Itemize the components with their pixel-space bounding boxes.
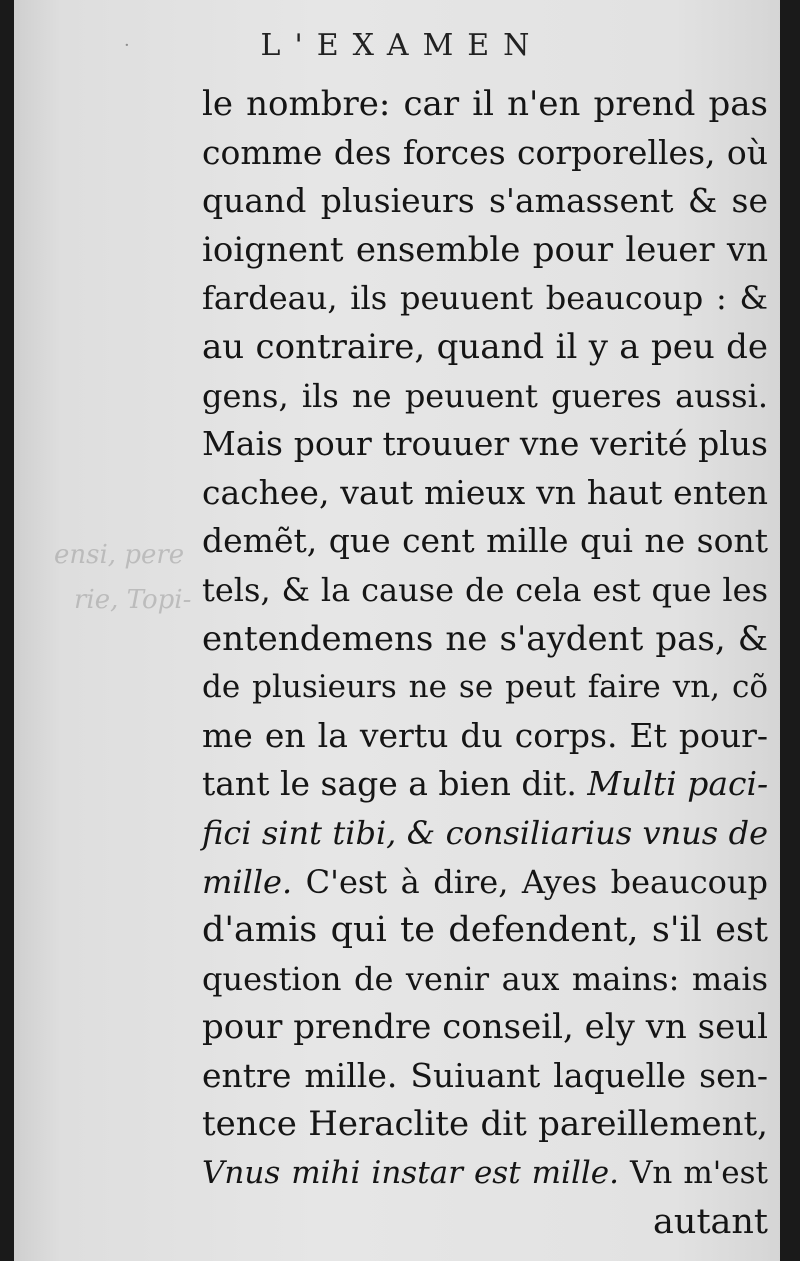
text-line: [202, 517, 768, 566]
text-line: [202, 1149, 768, 1198]
text-segment: quand plusieurs s'amassent & se: [202, 181, 768, 221]
text-segment: Mais pour trouuer vne verité plus: [202, 424, 768, 464]
text-segment: le nombre: car il n'en prend pas: [202, 84, 768, 124]
text-line: [202, 372, 768, 421]
text-line: [202, 469, 768, 518]
text-line: [202, 420, 768, 469]
text-segment: C'est à dire, Ayes beaucoup: [292, 862, 768, 901]
text-line: [202, 177, 768, 226]
text-segment: pour prendre conseil, ely vn seul: [202, 1007, 768, 1048]
text-line: [202, 955, 768, 1004]
text-segment: comme des forces corporelles, où: [202, 132, 768, 172]
body-text: [202, 80, 768, 1198]
text-segment: question de venir aux mains: mais: [202, 959, 768, 998]
margin-speck: ·: [124, 35, 130, 56]
text-segment: me en la vertu du corps. Et pour-: [202, 715, 768, 755]
text-line: [202, 712, 768, 761]
italic-segment: fici sint tibi, & consiliarius vnus de: [202, 813, 768, 852]
text-segment: Vn m'est: [619, 1155, 768, 1192]
text-segment: de plusieurs ne se peut faire vn, cõ: [202, 669, 768, 706]
text-line: [202, 129, 768, 178]
text-line: [202, 1100, 768, 1149]
text-line: [202, 566, 768, 615]
text-segment: ioignent ensemble pour leuer vn: [202, 229, 768, 270]
text-line: [202, 858, 768, 907]
text-segment: au contraire, quand il y a peu de: [202, 326, 768, 367]
text-line: [202, 809, 768, 858]
catchword-block: [202, 1198, 768, 1247]
text-line: [202, 615, 768, 664]
book-page: [14, 0, 790, 1261]
text-segment: entre mille. Suiuant laquelle sen-: [202, 1055, 768, 1095]
text-segment: tels, & la cause de cela est que les: [202, 570, 768, 609]
text-segment: fardeau, ils peuuent beaucoup : &: [202, 279, 768, 318]
text-line: [202, 906, 768, 955]
text-segment: entendemens ne s'aydent pas, &: [202, 618, 768, 659]
text-segment: cachee, vaut mieux vn haut enten: [202, 472, 768, 512]
italic-segment: mille.: [202, 862, 293, 901]
running-head: L'EXAMEN: [260, 28, 544, 63]
text-segment: tence Heraclite dit pareillement,: [202, 1104, 768, 1145]
text-line: [202, 663, 768, 712]
text-line: [202, 274, 768, 323]
show-through-left: ensi, pere: [54, 540, 185, 570]
text-line: [202, 80, 768, 129]
text-line: [202, 226, 768, 275]
page-edge-shadow: [780, 0, 790, 1261]
catchword: autant: [653, 1202, 768, 1242]
text-segment: gens, ils ne peuuent gueres aussi.: [202, 376, 768, 415]
italic-segment: Vnus mihi instar est mille.: [202, 1155, 620, 1192]
text-line: [202, 1003, 768, 1052]
text-line: [202, 760, 768, 809]
text-line: [202, 1052, 768, 1101]
text-segment: tant le sage a bien dit.: [202, 764, 588, 804]
text-line: [202, 323, 768, 372]
italic-segment: Multi paci-: [587, 764, 769, 804]
text-segment: demẽt, que cent mille qui ne sont: [202, 521, 768, 561]
show-through-left-2: rie, Topi-: [74, 585, 192, 615]
text-segment: d'amis qui te defendent, s'il est: [202, 910, 768, 951]
